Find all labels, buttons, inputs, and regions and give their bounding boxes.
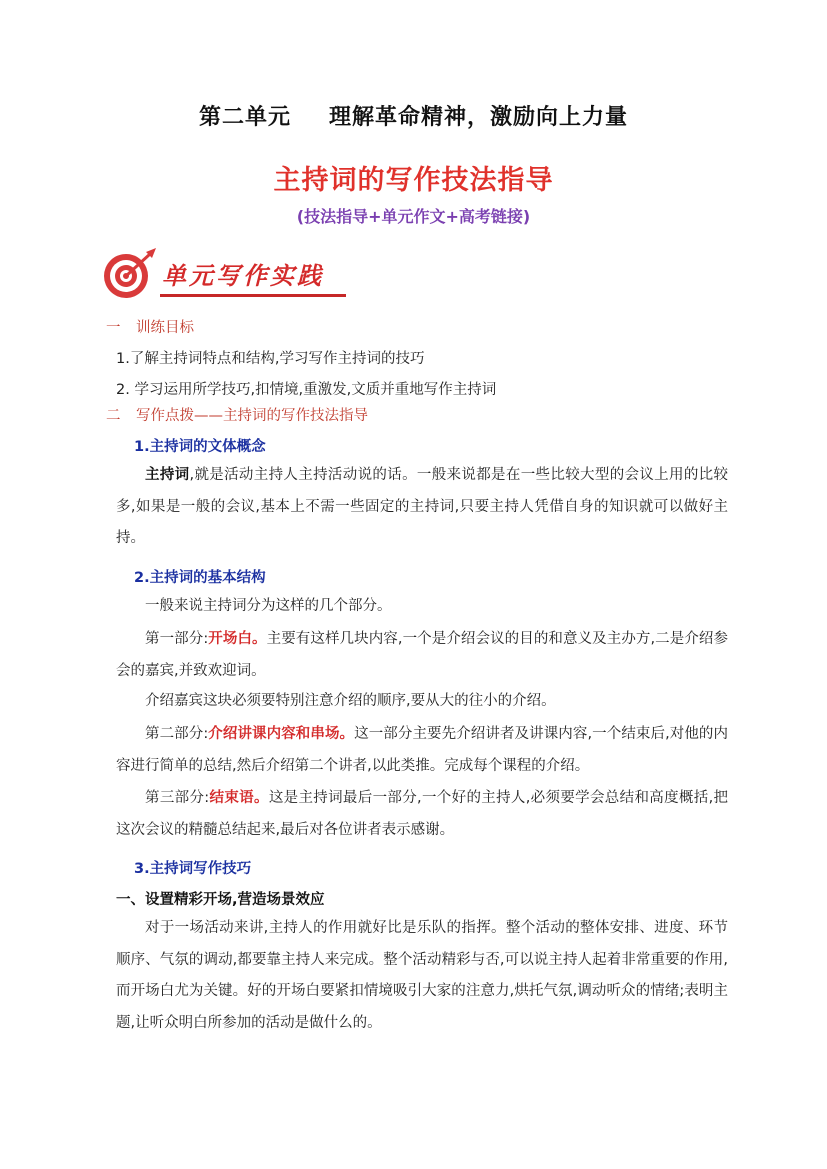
unit-title [0, 100, 827, 131]
sub-title: (技法指导+单元作文+高考链接) [296, 207, 531, 226]
subheading-concept: 1.主持词的文体概念 [134, 439, 266, 455]
paragraph-part-one: 第一部分:开场白。主要有这样几块内容,一个是介绍会议的目的和意义及主办方,二是介绍参会的嘉宾,并致欢迎词。 [116, 631, 729, 679]
subheading-techniques: 3.主持词写作技巧 [134, 861, 252, 877]
section-banner [100, 246, 350, 302]
banner-underline [160, 294, 346, 297]
goal-item-2: 2. 学习运用所学技巧,扣情境,重激发,文质并重地写作主持词 [116, 382, 497, 398]
paragraph-opening: 对于一场活动来讲,主持人的作用就好比是乐队的指挥。整个活动的整体安排、进度、环节顺序、气氛的调动,都要靠主持人来完成。整个活动精彩与否,可以说主持人起着非常重要的作用,而开场白尤为关键。好的开场白要紧扣情境吸引大家的注意力,烘托气氛,调动听众的情绪;表明主题,让听众明白所参加的活动是做什么的。 [116, 920, 728, 1031]
paragraph-part-two: 第二部分:介绍讲课内容和串场。这一部分主要先介绍讲者及讲课内容,一个结束后,对他的内容进行简单的总结,然后介绍第二个讲者,以此类推。完成每个课程的介绍。 [116, 726, 729, 774]
paragraph-part-three: 第三部分:结束语。这是主持词最后一部分,一个好的主持人,必须要学会总结和高度概括,把这次会议的精髓总结起来,最后对各位讲者表示感谢。 [116, 790, 729, 838]
paragraph-structure-intro: 一般来说主持词分为这样的几个部分。 [145, 598, 392, 614]
technique-heading-1: 一、设置精彩开场,营造场景效应 [116, 892, 325, 908]
banner-text: 单元写作实践 [162, 261, 324, 290]
subheading-structure: 2.主持词的基本结构 [134, 570, 266, 586]
goal-item-1: 1.了解主持词特点和结构,学习写作主持词的技巧 [116, 351, 425, 367]
unit-number: 第二单元 [198, 105, 291, 130]
paragraph-concept: 主持词,就是活动主持人主持活动说的话。一般来说都是在一些比较大型的会议上用的比较多,如果是一般的会议,基本上不需一些固定的主持词,只要主持人凭借自身的知识就可以做好主持。 [116, 467, 729, 546]
section-heading-1: 一 训练目标 [106, 320, 194, 336]
unit-theme: 理解革命精神，激励向上力量 [329, 105, 629, 130]
paragraph-guest-intro: 介绍嘉宾这块必须要特别注意介绍的顺序,要从大的往小的介绍。 [145, 693, 556, 709]
target-icon [100, 246, 160, 302]
main-title: 主持词的写作技法指导 [273, 165, 554, 196]
section-heading-2: 二 写作点拨——主持词的写作技法指导 [106, 408, 368, 424]
